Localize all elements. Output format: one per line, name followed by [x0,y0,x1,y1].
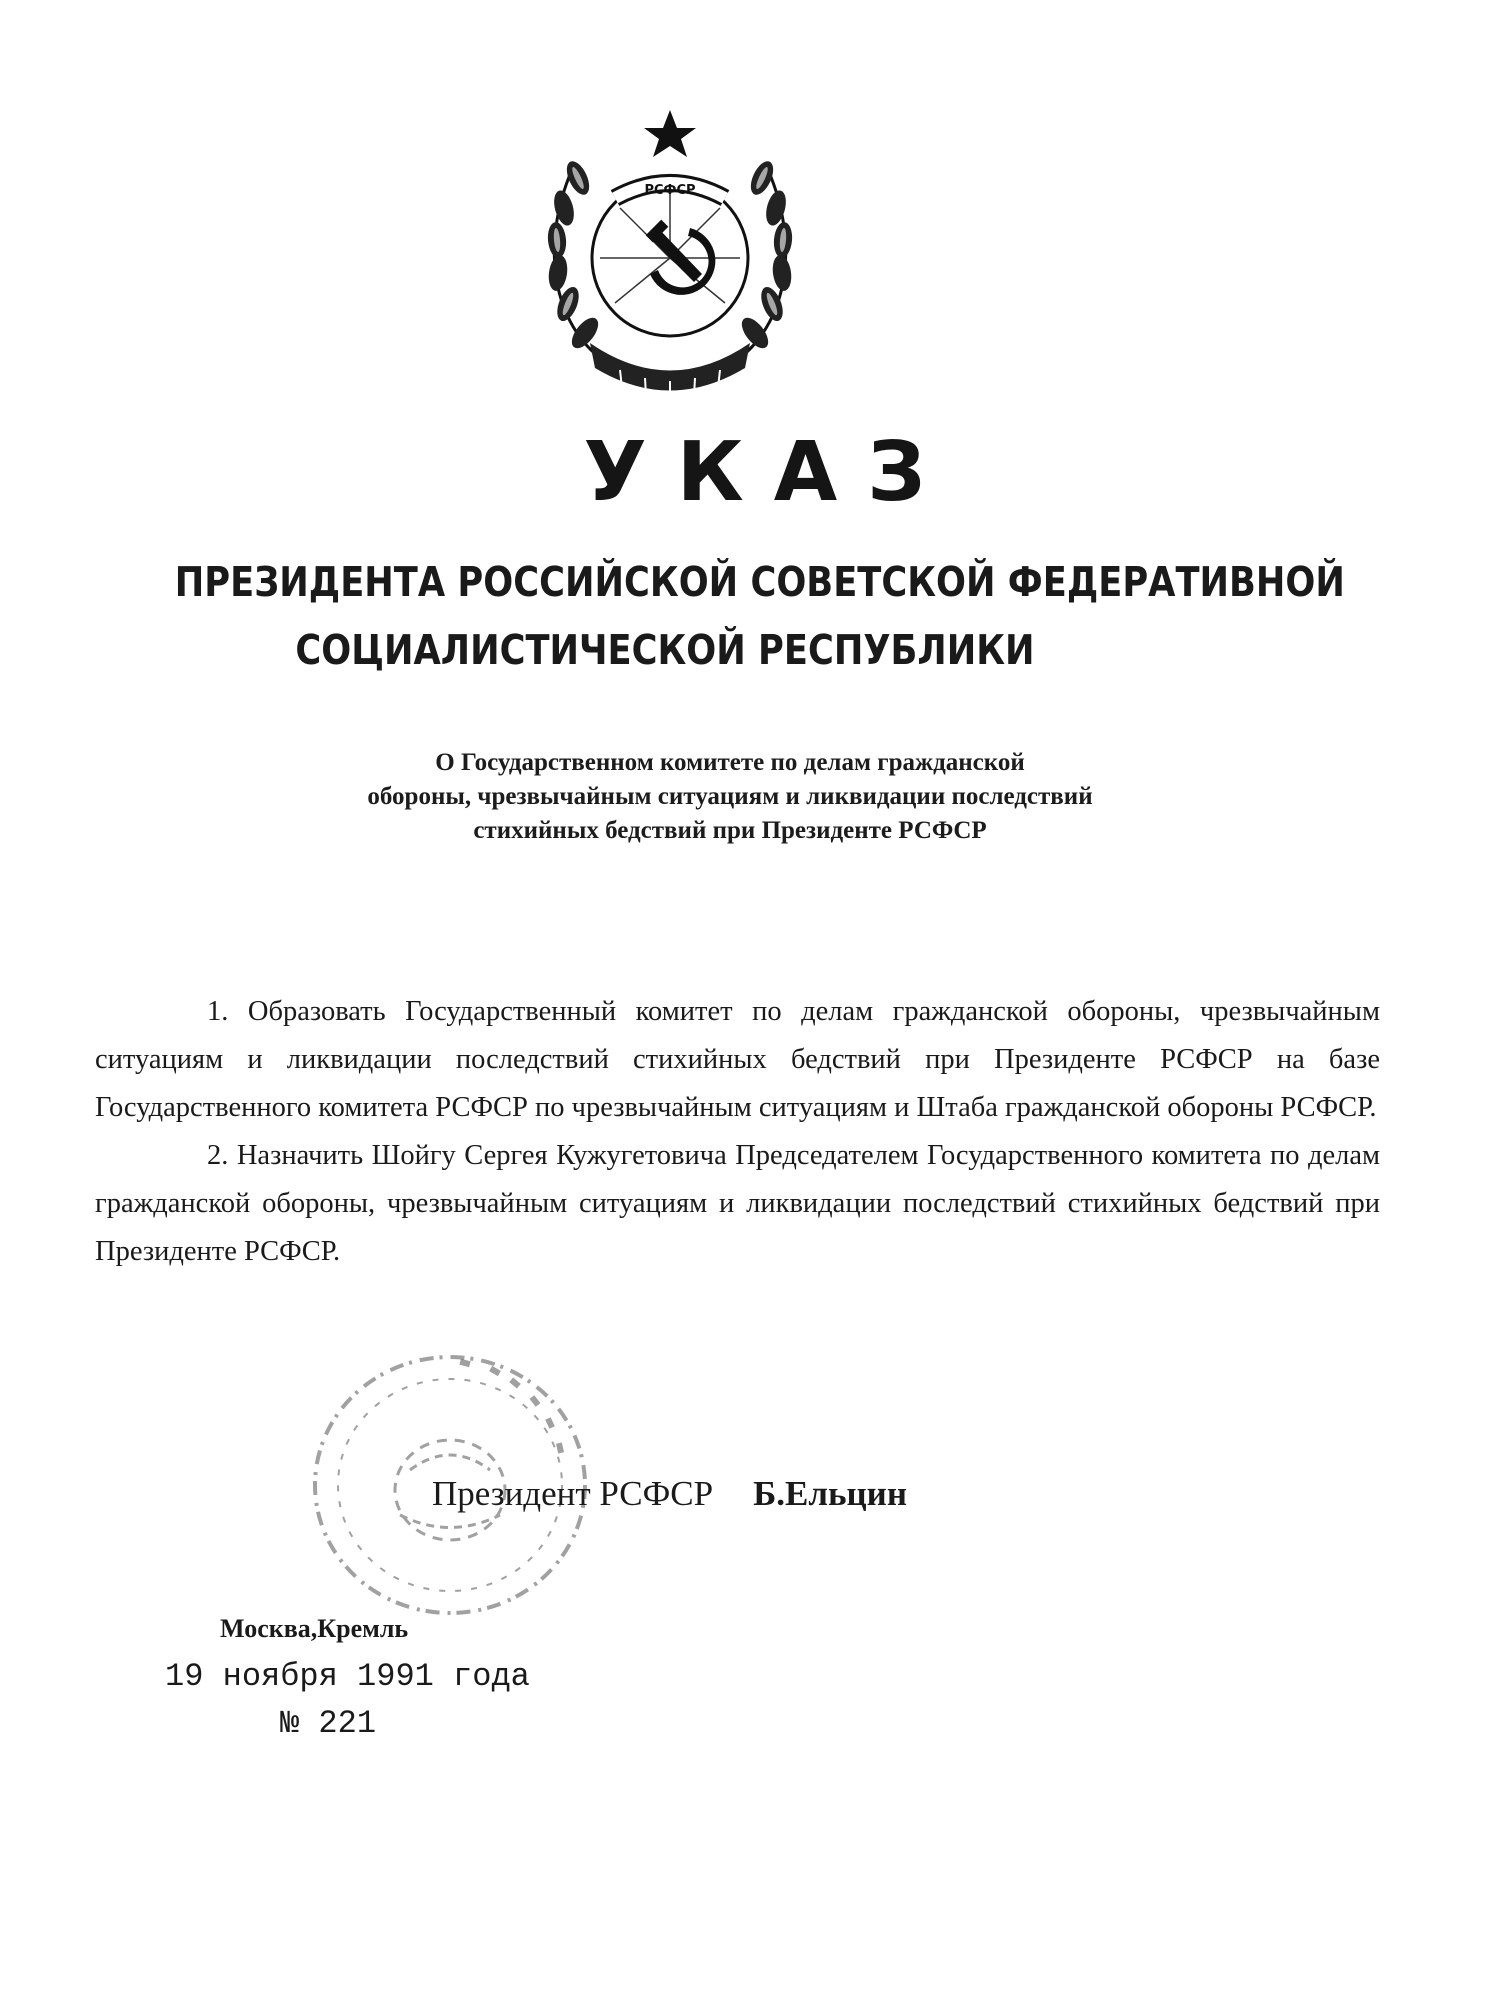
paragraph-2: 2. Назначить Шойгу Сергея Кужугетовича Председателем Государственного комитета по делам гражданской обороны, чрезвычайным ситуациям и ликвидации последствий стихийных бедствий при Президенте РСФСР. [95,1140,1380,1267]
subject-line-2: обороны, чрезвычайным ситуациям и ликвидации последствий [367,783,1093,810]
issue-place: Москва,Кремль [220,1614,409,1643]
issuer-line-1: ПРЕЗИДЕНТА РОССИЙСКОЙ СОВЕТСКОЙ ФЕДЕРАТИВНОЙ [174,558,1345,606]
subject-line-3: стихийных бедствий при Президенте РСФСР [473,817,987,844]
decree-title: УКАЗ [583,425,956,520]
decree-body [95,988,1380,1276]
svg-text:РСФСР: РСФСР [644,183,696,198]
signatory-name: Б.Ельцин [753,1474,908,1513]
issue-date: 19 ноября 1991 года [165,1658,530,1695]
decree-number: № 221 [280,1705,377,1742]
decree-subject [230,746,1230,848]
signatory-position: Президент РСФСР [432,1474,714,1513]
issuer-heading [174,548,1345,684]
issuer-line-2: СОЦИАЛИСТИЧЕСКОЙ РЕСПУБЛИКИ [295,626,1035,674]
subject-line-1: О Государственном комитете по делам гражданской [435,749,1025,776]
paragraph-1: 1. Образовать Государственный комитет по делам гражданской обороны, чрезвычайным ситуациям и ликвидации последствий стихийных бедствий при Президенте РСФСР на базе Государственного комитета РСФСР по чрезвычайным ситуациям и Штаба гражданской обороны РСФСР. [95,996,1380,1123]
signature-line [432,1474,907,1514]
coat-of-arms-icon [530,108,810,408]
